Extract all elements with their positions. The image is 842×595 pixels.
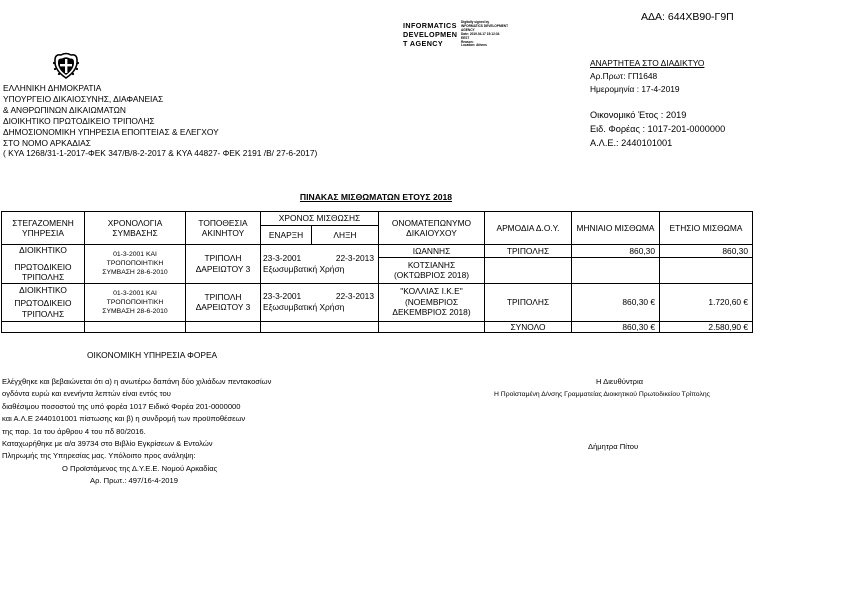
ale-code: Α.Λ.Ε.: 2440101001 (590, 138, 673, 148)
contract-line: ΣΥΜΒΑΣΗ 28-6-2010 (102, 269, 168, 277)
signature-stamp (461, 21, 508, 48)
cert-line: διαθέσιμου ποσοστού της υπό φορέα 1017 Ειδικό Φορέα 201-0000000 (2, 401, 241, 411)
issuer-line: ΣΤΟ ΝΟΜΟ ΑΡΚΑΔΙΑΣ (3, 137, 91, 148)
row1-beneficiary-a: ΙΩΑΝΝΗΣ (379, 245, 485, 258)
cert-line: της παρ. 1α του άρθρου 4 του πδ 80/2016. (2, 426, 146, 436)
header-location: ΤΟΠΟΘΕΣΙΑ ΑΚΙΝΗΤΟΥ (186, 212, 261, 245)
row1-monthly: 860,30 (572, 245, 660, 258)
row2-lease-period (261, 283, 379, 321)
agency-line: T AGENCY (403, 39, 444, 48)
row1-end: 22-3-2013 (335, 253, 374, 263)
director-name: Δήμητρα Πίτου (588, 442, 639, 451)
row1-start: 23-3-2001 (263, 253, 302, 263)
issuer-line: ( ΚΥΑ 1268/31-1-2017-ΦΕΚ 347/Β/8-2-2017 & ΚΥΑ 44827- ΦΕΚ 2191 /Β/ 27-6-2017) (3, 148, 318, 159)
beneficiary-line: ΚΟΤΣΙΑΝΗΣ (407, 259, 456, 270)
agency-line: INFORMATICS (403, 21, 457, 30)
cert-line: Πληρωμής της Υπηρεσίας μας. Υπόλοιπο προς ανάληψη: (2, 451, 196, 461)
cert-line: O Προϊστάμενος της Δ.Υ.Ε.Ε. Νομού Αρκαδίας (62, 463, 218, 473)
document-date: Ημερομηνία : 17-4-2019 (590, 84, 680, 94)
total-empty (85, 321, 186, 333)
cert-line: Καταχωρήθηκε με α/α 39734 στο Βιβλίο Εγκρίσεων & Εντολών (2, 439, 213, 449)
contract-line: ΤΡΟΠΟΠΟΙΗΤΙΚΗ (106, 298, 164, 306)
row2-tax-office: ΤΡΙΠΟΛΗΣ (485, 283, 572, 321)
service-line: ΤΡΙΠΟΛΗΣ (21, 308, 65, 319)
row1-annual: 860,30 (660, 245, 753, 258)
beneficiary-line: (ΟΚΤΩΒΡΙΟΣ 2018) (393, 270, 470, 281)
service-line: ΔΙΟΙΚΗΤΙΚΟ (19, 284, 67, 295)
issuer-line: ΔΗΜΟΣΙΟΝΟΜΙΚΗ ΥΠΗΡΕΣΙΑ ΕΠΟΠΤΕΙΑΣ & ΕΛΕΓΧΟΥ (3, 126, 219, 137)
beneficiary-line: "ΚΟΛΛΙΑΣ Ι.Κ.Ε" (400, 286, 463, 297)
contract-line: ΣΥΜΒΑΣΗ 28-6-2010 (102, 307, 168, 315)
header-tax-office: ΑΡΜΟΔΙΑ Δ.Ο.Υ. (485, 212, 572, 245)
row1-location (186, 245, 261, 284)
row2-dates (261, 291, 378, 302)
cert-line: και Α.Λ.Ε 2440101001 πίστωσης και β) η συνδρομή των προϋποθέσεων (2, 414, 246, 424)
location-line: ΤΡΙΠΟΛΗ (204, 291, 242, 302)
row2-location (186, 283, 261, 321)
location-line: ΔΑΡΕΙΩΤΟΥ 3 (195, 263, 251, 274)
header-end: ΛΗΞΗ (312, 226, 379, 245)
header-monthly-rent: ΜΗΝΙΑΙΟ ΜΙΣΘΩΜΑ (572, 212, 660, 245)
fiscal-year: Οικονομικό Έτος : 2019 (590, 110, 687, 120)
beneficiary-line: ΔΕΚΕΜΒΡΙΟΣ 2018) (392, 307, 471, 318)
certification-block (2, 376, 271, 488)
row1-service (2, 245, 85, 284)
header-contract-date: ΧΡΟΝΟΛΟΓΙΑ ΣΥΜΒΑΣΗΣ (85, 212, 186, 245)
agency-code: Ειδ. Φορέας : 1017-201-0000000 (590, 124, 726, 134)
stamp-line: Digitally signed by (461, 20, 490, 24)
coat-of-arms-icon (51, 50, 81, 80)
row2-monthly: 860,30 € (572, 283, 660, 321)
contract-line: 01-3-2001 ΚΑΙ (113, 289, 157, 297)
total-empty (261, 321, 379, 333)
issuer-line: & ΑΝΘΡΩΠΙΝΩΝ ΔΙΚΑΙΩΜΑΤΩΝ (3, 104, 126, 115)
row1-beneficiary-b (379, 258, 485, 283)
cert-line: ογδόντα ευρώ και ενενήντα λεπτών είναι εντός του (2, 389, 171, 399)
cert-line: Ελέγχθηκε και βεβαιώνεται ότι α) η ανωτέρω δαπάνη δύο χιλιάδων πεντακοσίων (2, 377, 272, 386)
header-service: ΣΤΕΓΑΖΟΜΕΝΗ ΥΠΗΡΕΣΙΑ (2, 212, 85, 245)
total-empty (379, 321, 485, 333)
director-role: Η Προϊσταμένη Δ/νσης Γραμματείας Διοικητικού Πρωτοδικείου Τρίπολης (494, 391, 710, 398)
contract-line: ΤΡΟΠΟΠΟΙΗΤΙΚΗ (106, 260, 164, 268)
row1-monthly-empty (572, 258, 660, 283)
service-line: ΤΡΙΠΟΛΗΣ (21, 272, 65, 282)
post-online-label: ΑΝΑΡΤΗΤΕΑ ΣΤΟ ΔΙΑΔΙΚΤΥΟ (590, 58, 705, 68)
stamp-line: Date: 2019.04.17 15:12:34 (461, 31, 500, 36)
row2-end: 22-3-2013 (335, 291, 374, 302)
row2-service (2, 283, 85, 321)
finance-service-label: ΟΙΚΟΝΟΜΙΚΗ ΥΠΗΡΕΣΙΑ ΦΟΡΕΑ (87, 350, 218, 360)
header-beneficiary: ΟΝΟΜΑΤΕΠΩΝΥΜΟ ΔΙΚΑΙΟΥΧΟΥ (379, 212, 485, 245)
cert-line: Αρ. Πρωτ.: 497/16-4-2019 (90, 476, 178, 486)
stamp-line: EEST (461, 35, 470, 40)
row1-contract (85, 245, 186, 284)
stamp-line: Reason: (461, 39, 474, 44)
contract-line: 01-3-2001 ΚΑΙ (113, 251, 157, 259)
header-annual-rent: ΕΤΗΣΙΟ ΜΙΣΘΩΜΑ (660, 212, 753, 245)
header-lease-period: ΧΡΟΝΟΣ ΜΙΣΘΩΣΗΣ (261, 212, 379, 226)
total-empty (186, 321, 261, 333)
beneficiary-line: (ΝΟΕΜΒΡΙΟΣ (404, 296, 459, 307)
stamp-line: Location: Athens (461, 43, 487, 48)
agency-line: DEVELOPMEN (403, 30, 458, 39)
row1-tax-office-empty (485, 258, 572, 283)
row2-start: 23-3-2001 (263, 291, 302, 302)
ada-code: ΑΔΑ: 644ΧΒ90-Γ9Π (641, 11, 734, 23)
issuer-block (3, 83, 317, 159)
row1-lease-period (261, 245, 379, 284)
total-empty (2, 321, 85, 333)
stamp-line: AGENCY (461, 27, 475, 32)
protocol-number: Αρ.Πρωτ: ΓΠ1648 (590, 71, 658, 81)
location-line: ΤΡΙΠΟΛΗ (204, 253, 242, 264)
row2-annual: 1.720,60 € (660, 283, 753, 321)
location-line: ΔΑΡΕΙΩΤΟΥ 3 (195, 302, 251, 312)
service-line: ΠΡΩΤΟΔΙΚΕΙΟ (14, 298, 72, 309)
director-title: Η Διευθύντρια (596, 377, 644, 386)
lease-table (1, 211, 753, 333)
row2-contract (85, 283, 186, 321)
service-line: ΠΡΩΤΟΔΙΚΕΙΟ (14, 261, 72, 272)
row1-dates (261, 253, 378, 264)
agency-logo-text (403, 21, 457, 48)
row1-extension: Εξωσυμβατική Χρήση (263, 264, 345, 274)
total-monthly: 860,30 € (572, 321, 660, 333)
row2-beneficiary (379, 283, 485, 321)
total-label: ΣΥΝΟΛΟ (485, 321, 572, 333)
table-title: ΠΙΝΑΚΑΣ ΜΙΣΘΩΜΑΤΩΝ ΕΤΟΥΣ 2018 (299, 192, 453, 202)
stamp-line: INFORMATICS DEVELOPMENT (461, 23, 509, 28)
service-line: ΔΙΟΙΚΗΤΙΚΟ (19, 245, 67, 255)
issuer-line: ΔΙΟΙΚΗΤΙΚΟ ΠΡΩΤΟΔΙΚΕΙΟ ΤΡΙΠΟΛΗΣ (3, 115, 155, 126)
row1-tax-office: ΤΡΙΠΟΛΗΣ (485, 245, 572, 258)
row1-annual-empty (660, 258, 753, 283)
total-annual: 2.580,90 € (660, 321, 753, 333)
issuer-line: ΥΠΟΥΡΓΕΙΟ ΔΙΚΑΙΟΣΥΝΗΣ, ΔΙΑΦΑΝΕΙΑΣ (3, 93, 164, 104)
row2-extension: Εξωσυμβατική Χρήση (263, 302, 345, 313)
header-start: ΕΝΑΡΞΗ (261, 226, 312, 245)
issuer-line: ΕΛΛΗΝΙΚΗ ΔΗΜΟΚΡΑΤΙΑ (3, 83, 102, 93)
